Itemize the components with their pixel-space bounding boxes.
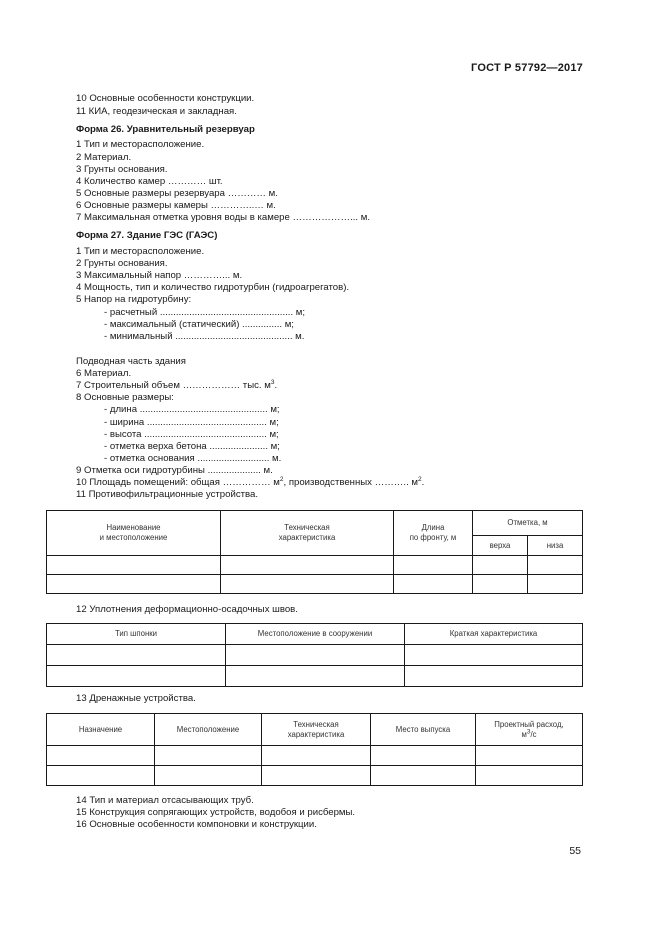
table-cell <box>473 575 528 594</box>
form27-item-14: 14 Тип и материал отсасывающих труб. <box>76 795 254 806</box>
table-cell <box>394 575 473 594</box>
table-cell <box>47 575 221 594</box>
table-cell <box>47 746 155 766</box>
table-cell <box>47 556 221 575</box>
form27-item-11: 11 Противофильтрационные устройства. <box>76 489 258 500</box>
underwater-part-title: Подводная часть здания <box>76 356 186 367</box>
form27-item-9: 9 Отметка оси гидротурбины .................... м. <box>76 465 273 476</box>
table-cell <box>262 766 371 786</box>
col-header-location: Местоположение <box>155 714 262 746</box>
table-cell <box>221 556 394 575</box>
col-header-brief: Краткая характеристика <box>405 624 583 645</box>
form27-item-8: 8 Основные размеры: <box>76 392 174 403</box>
head-calculated: - расчетный .................................................. м; <box>104 307 306 318</box>
table-row <box>47 746 583 766</box>
form27-item-4: 4 Мощность, тип и количество гидротурбин (гидроагрегатов). <box>76 282 350 293</box>
antifiltration-table <box>46 510 583 594</box>
form27-item-16: 16 Основные особенности компоновки и конструкции. <box>76 819 317 830</box>
col-header-flow: Проектный расход, $м^3/с$ <box>476 714 583 746</box>
table-row <box>47 666 583 687</box>
form27-item-3: 3 Максимальный напор …………... м. <box>76 270 243 281</box>
col-header-bottom: низа <box>528 536 583 556</box>
form26-item-2: 2 Материал. <box>76 152 132 163</box>
table-cell <box>47 645 226 666</box>
table-row <box>47 556 583 575</box>
col-header-type: Тип шпонки <box>47 624 226 645</box>
form26-item-3: 3 Грунты основания. <box>76 164 168 175</box>
form26-item-5: 5 Основные размеры резервуара ………… м. <box>76 188 278 199</box>
form27-item-6: 6 Материал. <box>76 368 132 379</box>
table-cell <box>47 666 226 687</box>
form27-item-12: 12 Уплотнения деформационно-осадочных швов. <box>76 604 298 615</box>
table-cell <box>405 645 583 666</box>
col-header-location: Местоположение в сооружении <box>226 624 405 645</box>
table-row <box>47 575 583 594</box>
form26-item-7: 7 Максимальная отметка уровня воды в камере ………………... м. <box>76 212 371 223</box>
line-10-construction: 10 Основные особенности конструкции. <box>76 93 255 104</box>
col-header-outlet: Место выпуска <box>371 714 476 746</box>
table-cell <box>155 766 262 786</box>
col-header-top: верха <box>473 536 528 556</box>
table-cell <box>226 645 405 666</box>
table-cell <box>394 556 473 575</box>
form27-item-13: 13 Дренажные устройства. <box>76 693 196 704</box>
table-cell <box>405 666 583 687</box>
table-cell <box>528 575 583 594</box>
line-11-kia: 11 КИА, геодезическая и закладная. <box>76 106 237 117</box>
seals-table <box>46 623 583 687</box>
col-header-marks: Отметка, м <box>473 511 583 536</box>
table-cell <box>473 556 528 575</box>
table-cell <box>221 575 394 594</box>
table-row <box>47 645 583 666</box>
document-code: ГОСТ Р 57792—2017 <box>471 62 583 74</box>
col-header-purpose: Назначение <box>47 714 155 746</box>
form27-title: Форма 27. Здание ГЭС (ГАЭС) <box>76 230 218 241</box>
page-number: 55 <box>569 845 581 857</box>
col-header-length: Длина по фронту, м <box>394 511 473 556</box>
table-cell <box>528 556 583 575</box>
col-header-tech: Техническая характеристика <box>221 511 394 556</box>
form27-item-15: 15 Конструкция сопрягающих устройств, водобоя и рисбермы. <box>76 807 356 818</box>
form26-item-6: 6 Основные размеры камеры …………..… м. <box>76 200 276 211</box>
dim-foundation: - отметка основания ........................... м. <box>104 453 282 464</box>
table-cell <box>155 746 262 766</box>
col-header-name: Наименование и местоположение <box>47 511 221 556</box>
form27-item-7: 7 Строительный объем ……………… тыс. $м^3$. <box>76 378 278 391</box>
form27-item-2: 2 Грунты основания. <box>76 258 168 269</box>
head-minimum: - минимальный ............................................ м. <box>104 331 305 342</box>
drainage-table <box>46 713 583 786</box>
table-cell <box>262 746 371 766</box>
table-cell <box>226 666 405 687</box>
table-cell <box>371 766 476 786</box>
dim-concrete-top: - отметка верха бетона ...................... м; <box>104 441 280 452</box>
form27-item-5: 5 Напор на гидротурбину: <box>76 294 192 305</box>
form26-item-1: 1 Тип и месторасположение. <box>76 139 205 150</box>
head-maximum: - максимальный (статический) ............... м; <box>104 319 294 330</box>
table-cell <box>476 746 583 766</box>
form27-item-10: 10 Площадь помещений: общая …………… $м^2$, производственных ……….. $м^2$. <box>76 475 425 488</box>
table-cell <box>47 766 155 786</box>
dim-length: - длина ................................................ м; <box>104 404 280 415</box>
dim-height: - высота .............................................. м; <box>104 429 279 440</box>
form27-item-1: 1 Тип и месторасположение. <box>76 246 205 257</box>
table-row <box>47 766 583 786</box>
form26-item-4: 4 Количество камер ………… шт. <box>76 176 223 187</box>
table-cell <box>476 766 583 786</box>
col-header-tech: Техническая характеристика <box>262 714 371 746</box>
form26-title: Форма 26. Уравнительный резервуар <box>76 124 255 135</box>
dim-width: - ширина ............................................. м; <box>104 417 279 428</box>
table-cell <box>371 746 476 766</box>
